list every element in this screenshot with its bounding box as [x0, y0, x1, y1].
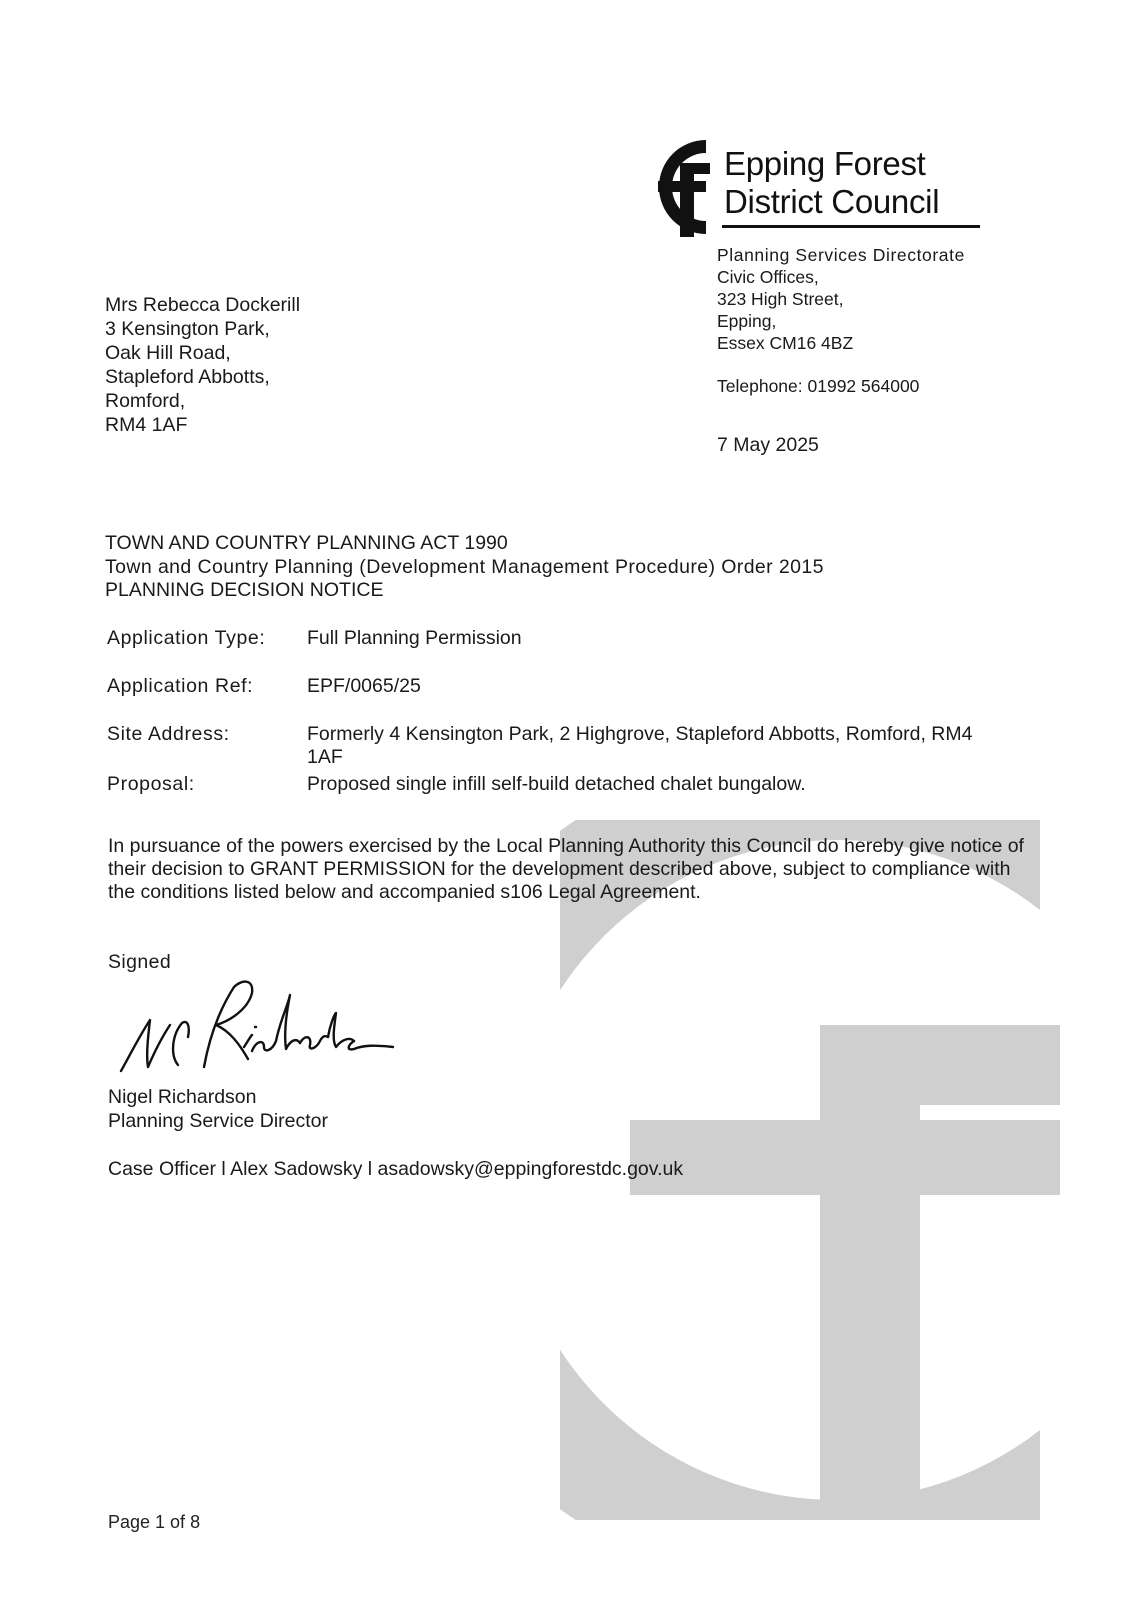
signatory-name: Nigel Richardson	[108, 1086, 257, 1108]
council-name-line1: Epping Forest	[724, 145, 926, 182]
recipient-line: RM4 1AF	[105, 414, 188, 436]
directorate-name: Planning Services Directorate	[717, 245, 965, 265]
application-type-value: Full Planning Permission	[307, 627, 522, 649]
act-title: TOWN AND COUNTRY PLANNING ACT 1990	[105, 532, 508, 554]
telephone: Telephone: 01992 564000	[717, 376, 920, 396]
signatory-title: Planning Service Director	[108, 1110, 329, 1132]
application-ref-value: EPF/0065/25	[307, 675, 421, 697]
notice-heading	[105, 532, 824, 603]
decision-paragraph: In pursuance of the powers exercised by the Local Planning Authority this Council do hereby give notice of their decision to GRANT PERMISSION for the development described above, subject to compliance with the conditions listed below and accompanied s106 Legal Agreement.	[108, 835, 1024, 903]
proposal-label: Proposal:	[107, 773, 195, 795]
application-ref-label: Application Ref:	[107, 675, 254, 697]
council-address	[717, 244, 965, 354]
recipient-line: Stapleford Abbotts,	[105, 366, 270, 388]
recipient-line: Mrs Rebecca Dockerill	[105, 294, 301, 316]
handwritten-signature-icon	[118, 975, 398, 1085]
recipient-line: Romford,	[105, 390, 186, 412]
application-type-label: Application Type:	[107, 627, 266, 649]
notice-title: PLANNING DECISION NOTICE	[105, 579, 384, 601]
recipient-line: 3 Kensington Park,	[105, 318, 270, 340]
order-title: Town and Country Planning (Development Management Procedure) Order 2015	[105, 555, 824, 578]
letter-date: 7 May 2025	[717, 434, 819, 456]
logo-underline	[722, 225, 980, 228]
case-officer: Case Officer l Alex Sadowsky l asadowsky@eppingforestdc.gov.uk	[108, 1158, 684, 1180]
address-line: Civic Offices,	[717, 267, 819, 287]
address-line: Epping,	[717, 311, 777, 331]
signed-label: Signed	[108, 951, 172, 973]
council-name	[724, 145, 939, 221]
recipient-address	[105, 293, 300, 437]
signatory	[108, 1085, 328, 1133]
site-address-label: Site Address:	[107, 723, 230, 745]
proposal-value: Proposed single infill self-build detached chalet bungalow.	[307, 773, 806, 795]
address-line: 323 High Street,	[717, 289, 844, 309]
page-number: Page 1 of 8	[108, 1512, 201, 1532]
recipient-line: Oak Hill Road,	[105, 342, 231, 364]
address-line: Essex CM16 4BZ	[717, 333, 854, 353]
site-address-value: Formerly 4 Kensington Park, 2 Highgrove, Stapleford Abbotts, Romford, RM4 1AF	[307, 723, 973, 768]
council-name-line2: District Council	[724, 183, 940, 220]
